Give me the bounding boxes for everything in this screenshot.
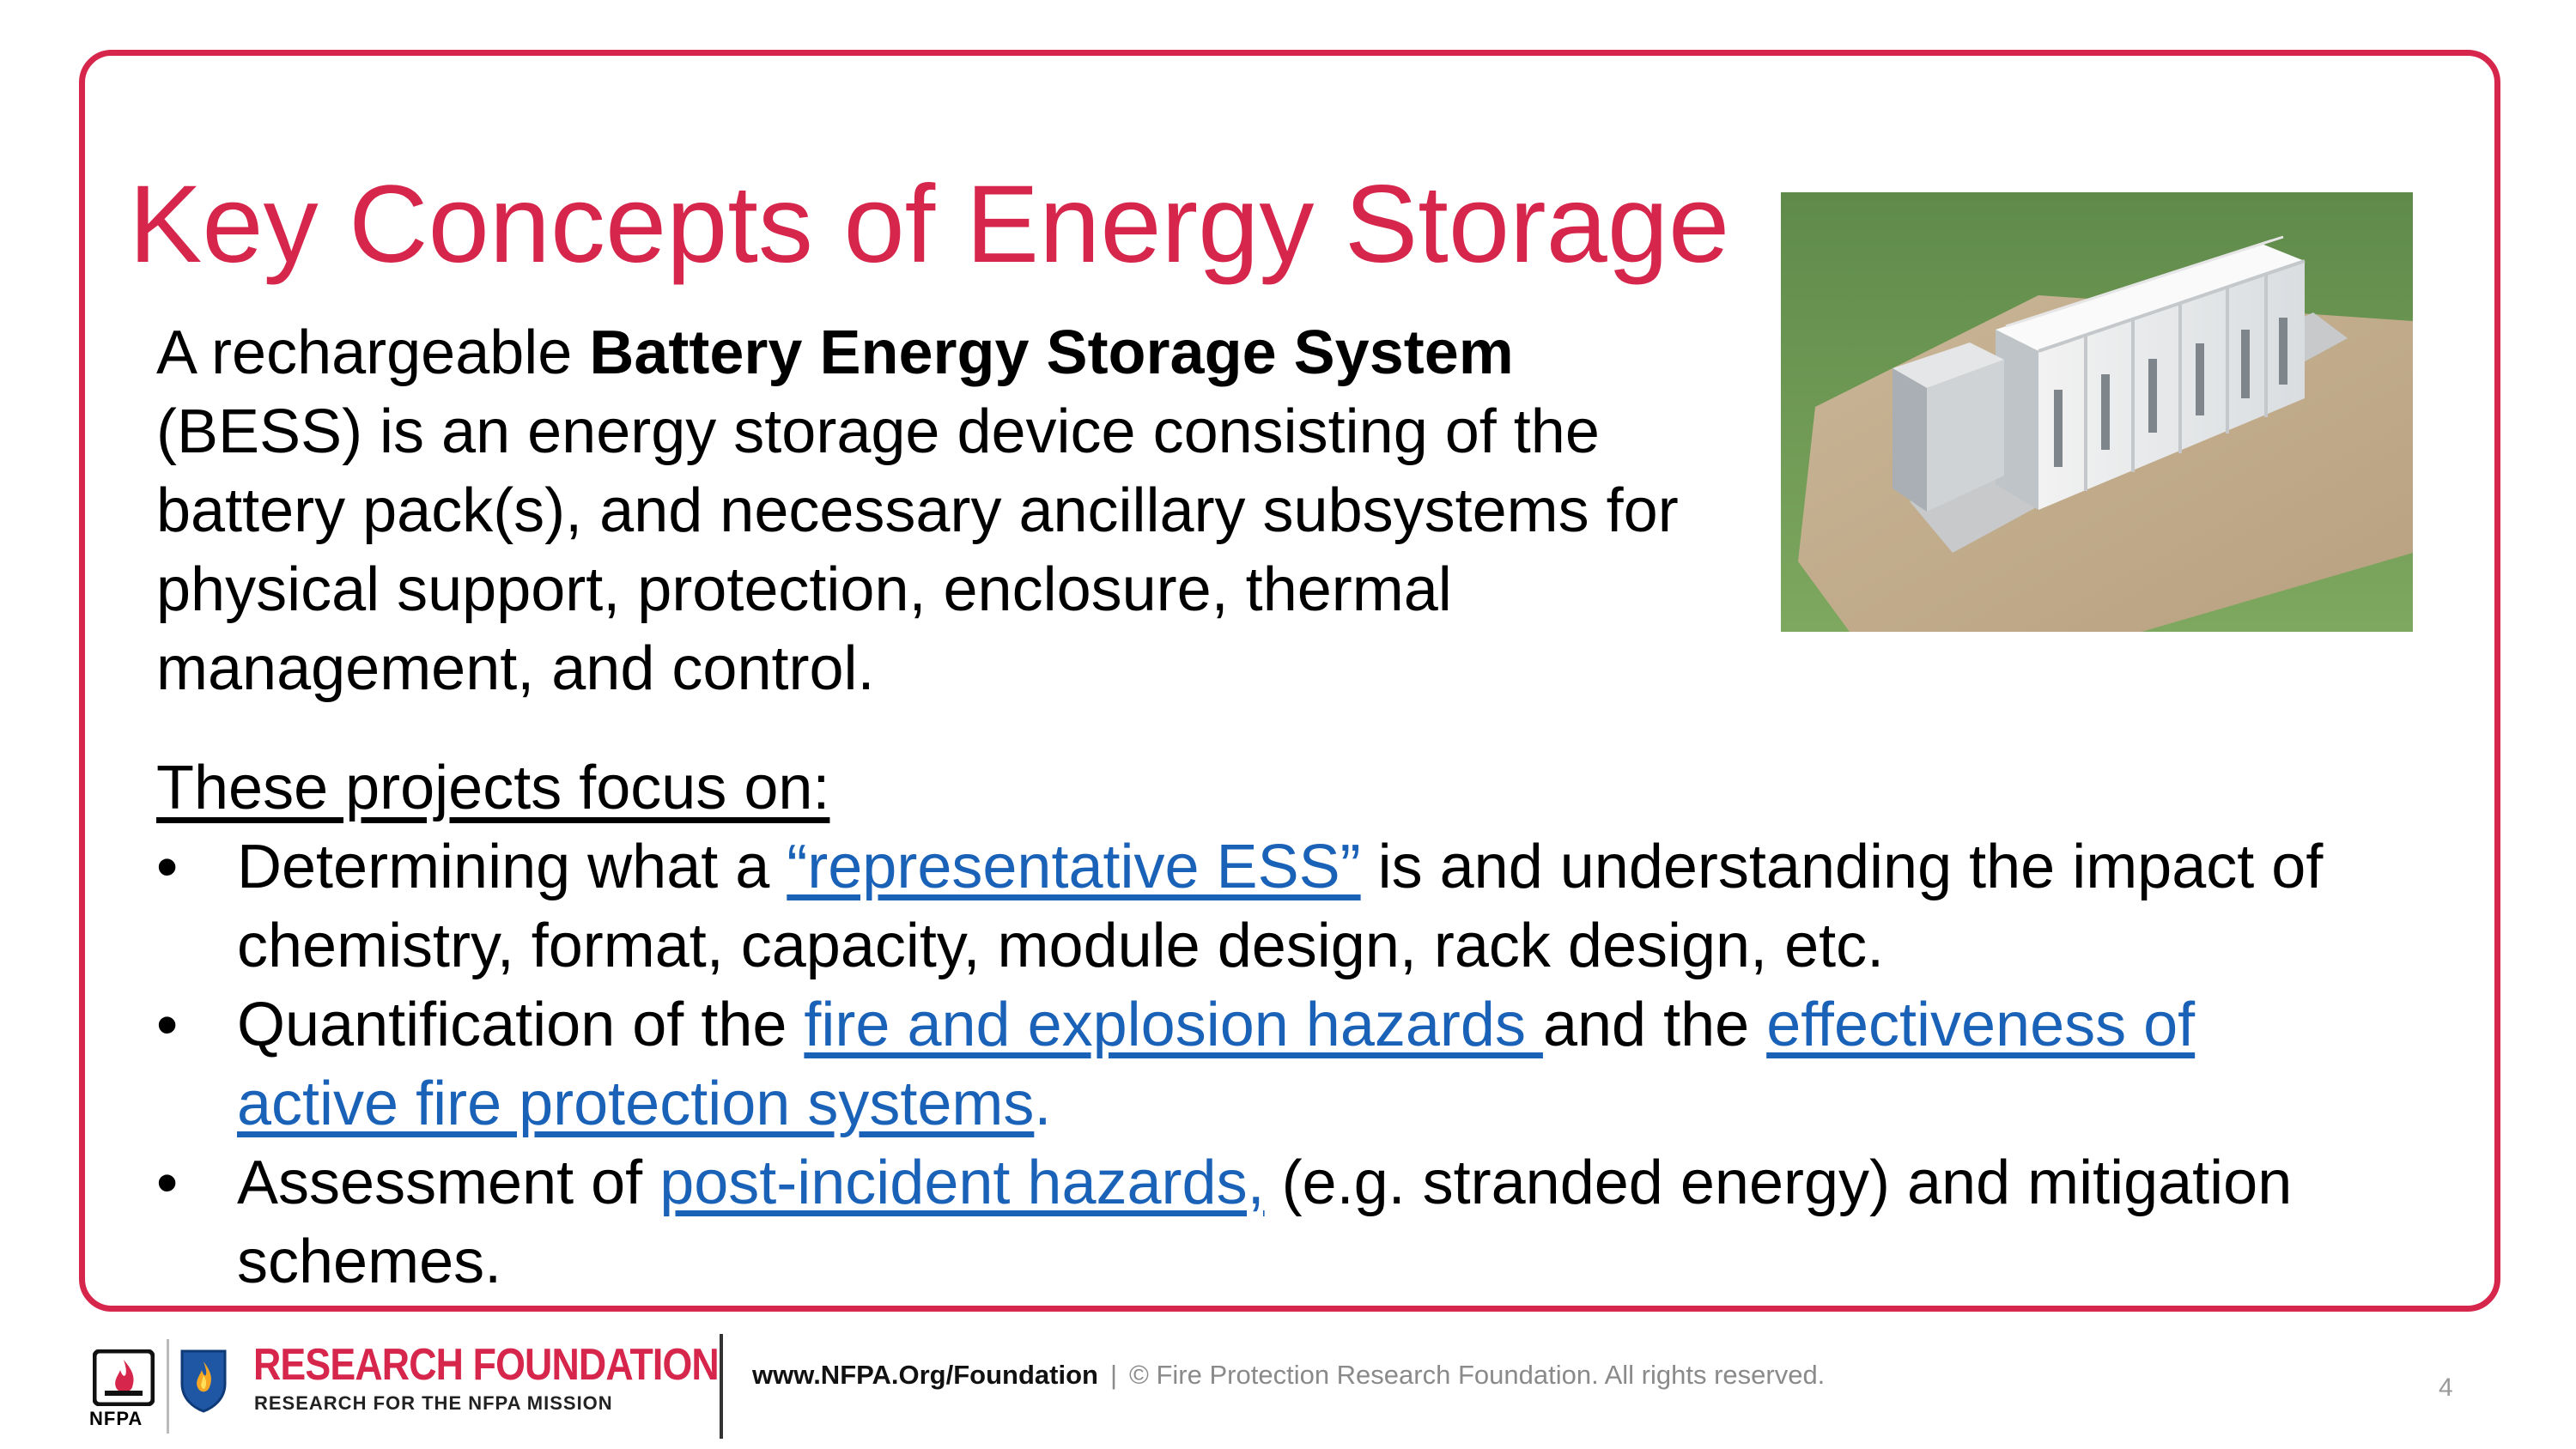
battery-storage-photo [1781,192,2413,632]
bullet-text: Assessment of [237,1149,660,1217]
focus-heading: These projects focus on: [156,754,830,822]
intro-paragraph [156,313,1788,708]
bullet-icon: • [156,1149,179,1217]
intro-text: A rechargeable [156,318,590,387]
copyright-text: © Fire Protection Research Foundation. All rights reserved. [1129,1360,1826,1390]
slide-title: Key Concepts of Energy Storage [129,163,1730,286]
bullet-text: and the [1542,991,1767,1059]
intro-line-5: management, and control. [156,634,875,703]
intro-line-2: (BESS) is an energy storage device consisting of the [156,397,1600,466]
nfpa-label: NFPA [89,1408,143,1429]
bullet-text: is and understanding the impact of [1360,833,2324,901]
representative-ess-link[interactable]: “representative ESS” [787,833,1361,901]
post-incident-hazards-link[interactable]: post-incident hazards, [659,1149,1265,1217]
research-foundation-shield-icon [177,1346,230,1413]
active-fire-protection-link[interactable]: active fire protection systems [237,1070,1035,1138]
bullet-icon: • [156,833,179,901]
nfpa-logo-icon [93,1349,155,1406]
bullet-text: Determining what a [237,833,787,901]
bullet-line: chemistry, format, capacity, module design, rack design, etc. [237,912,1885,980]
research-foundation-subtitle: RESEARCH FOR THE NFPA MISSION [254,1392,613,1414]
footer-text [752,1360,1825,1391]
bullet-line: schemes. [237,1228,502,1296]
bullet-item [156,828,2475,985]
foundation-url-link[interactable]: www.NFPA.Org/Foundation [752,1360,1098,1390]
footer-divider [720,1334,723,1439]
bullet-line [237,985,2475,1064]
intro-line-4: physical support, protection, enclosure, thermal [156,555,1452,624]
bullet-line [237,1064,2475,1143]
intro-line-1 [156,313,1788,392]
page-number: 4 [2439,1373,2453,1402]
research-foundation-title: RESEARCH FOUNDATION [253,1340,719,1390]
bullet-item [156,985,2475,1143]
focus-bullet-list [156,828,2475,1301]
footer [0,1322,2576,1449]
battery-storage-illustration [1781,192,2413,632]
bullet-text: . [1034,1070,1052,1138]
bullet-line [237,828,2475,906]
effectiveness-link[interactable]: effectiveness of [1766,991,2196,1059]
bess-term: Battery Energy Storage System [589,318,1514,387]
bullet-text: (e.g. stranded energy) and mitigation [1264,1149,2293,1217]
fire-explosion-hazards-link[interactable]: fire and explosion hazards [804,991,1543,1059]
bullet-text: Quantification of the [237,991,805,1059]
bullet-item [156,1143,2475,1301]
bullet-line [237,1143,2475,1222]
footer-divider [167,1339,169,1434]
intro-line-3: battery pack(s), and necessary ancillary subsystems for [156,476,1679,545]
footer-separator: | [1109,1360,1118,1390]
bullet-icon: • [156,991,179,1059]
